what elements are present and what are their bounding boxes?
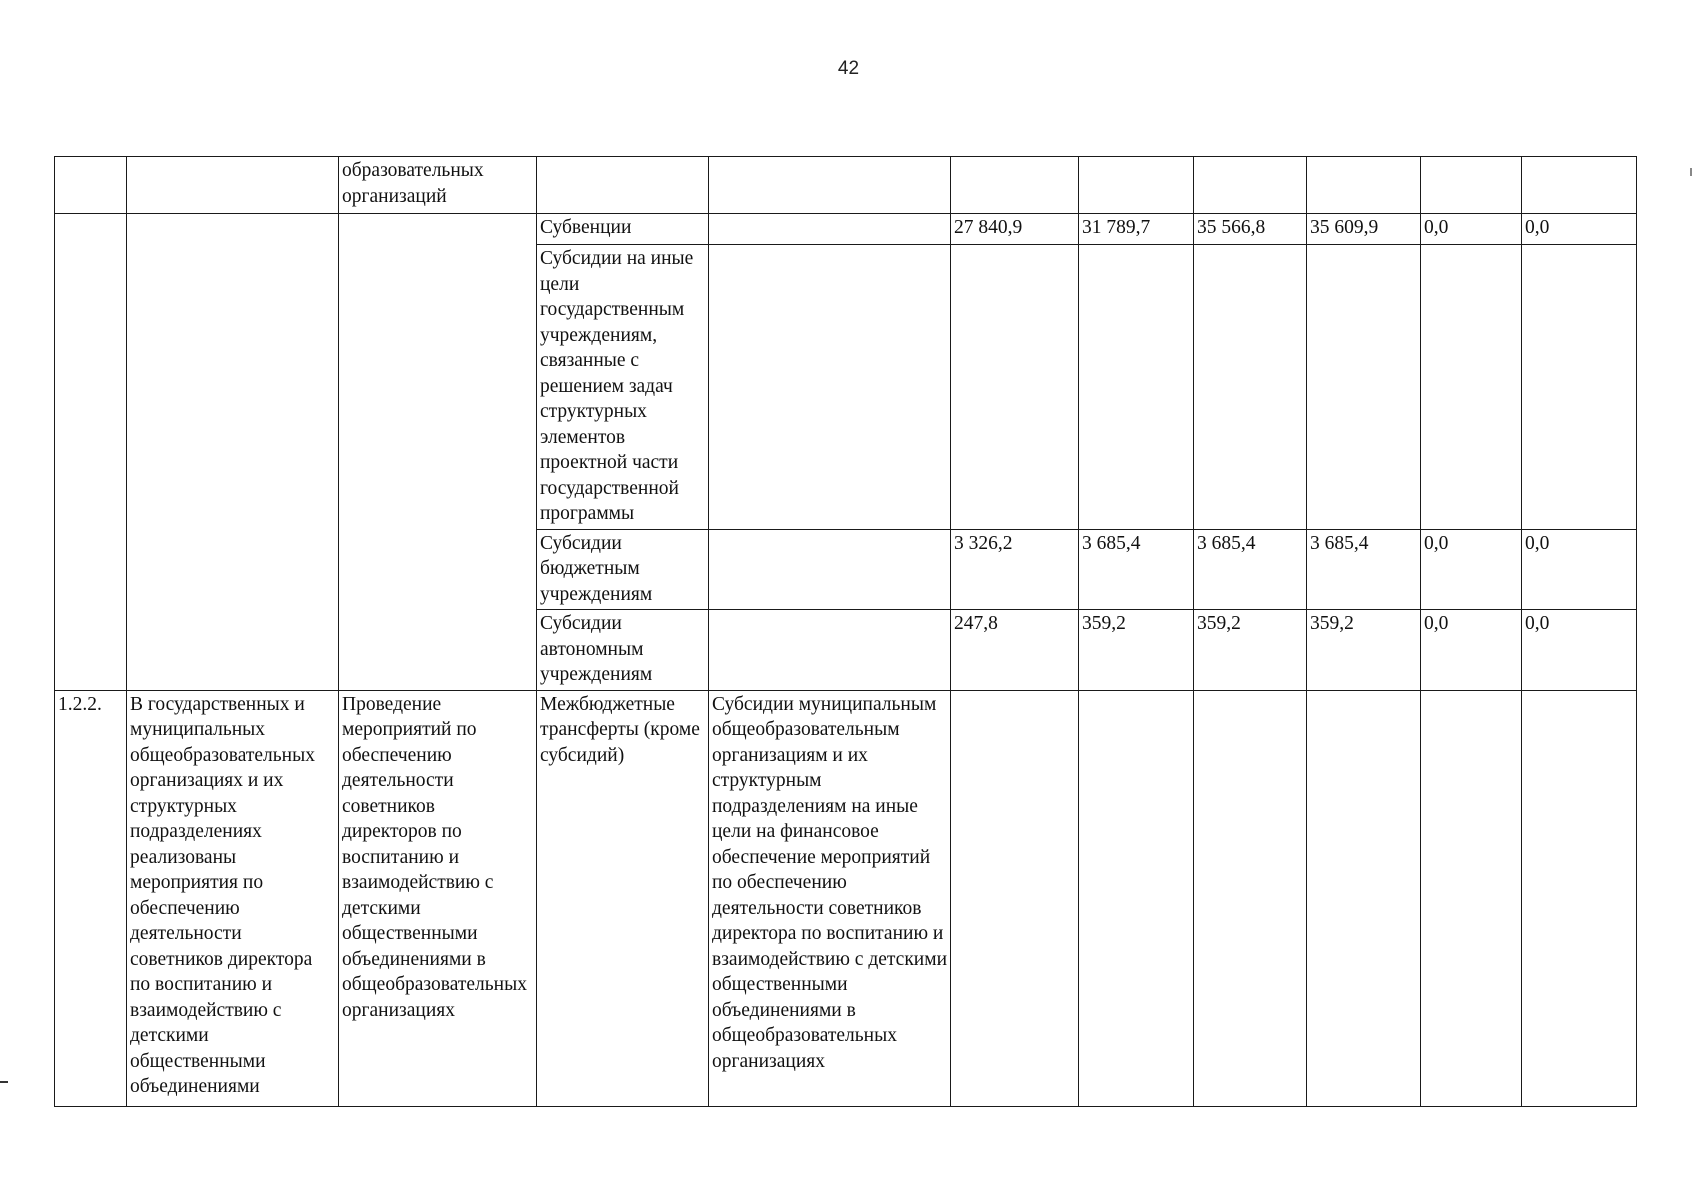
cell-empty [1194, 157, 1307, 214]
item-activity: Проведение мероприятий по обеспечению деятельности советников директоров по воспитанию и взаимодействию с детскими общественными объединениями в общеобразовательных организациях [339, 690, 537, 1106]
value-cell [1522, 245, 1637, 530]
cell-empty [1522, 157, 1637, 214]
value-cell: 0,0 [1421, 610, 1522, 691]
cell-empty [1079, 690, 1194, 1106]
cell-result-empty [127, 157, 339, 214]
value-cell [1307, 245, 1421, 530]
cell-empty [709, 245, 951, 530]
item-funding-type: Межбюджетные трансферты (кроме субсидий) [537, 690, 709, 1106]
scan-margin-mark [1690, 168, 1692, 176]
cell-number-empty [55, 214, 127, 691]
value-cell [951, 245, 1079, 530]
page-number: 42 [837, 58, 860, 79]
scan-margin-mark [0, 1081, 8, 1083]
value-cell: 3 685,4 [1079, 529, 1194, 610]
funding-label: Субсидии бюджетным учреждениям [537, 529, 709, 610]
value-cell: 359,2 [1307, 610, 1421, 691]
cell-empty [1307, 157, 1421, 214]
value-cell: 247,8 [951, 610, 1079, 691]
funding-label: Субсидии на иные цели государственным учреждениям, связанные с решением задач структурных элементов проектной части государственной программы [537, 245, 709, 530]
value-cell [1421, 245, 1522, 530]
value-cell: 0,0 [1522, 610, 1637, 691]
budget-table [54, 156, 1637, 1107]
value-cell: 3 685,4 [1307, 529, 1421, 610]
value-cell [1194, 245, 1307, 530]
value-cell: 0,0 [1522, 529, 1637, 610]
value-cell: 359,2 [1079, 610, 1194, 691]
cell-activity-continuation: образовательных организаций [339, 157, 537, 214]
item-result: В государственных и муниципальных общеобразовательных организациях и их структурных подразделениях реализованы мероприятия по обеспечению деятельности советников директора по воспитанию и взаимодействию с детскими общественными объединениями [127, 690, 339, 1106]
value-cell: 3 326,2 [951, 529, 1079, 610]
value-cell: 0,0 [1522, 214, 1637, 245]
cell-empty [1079, 157, 1194, 214]
table-row-item-1-2-2 [55, 690, 1637, 1106]
value-cell [1079, 245, 1194, 530]
item-description: Субсидии муниципальным общеобразовательным организациям и их структурным подразделениям на иные цели на финансовое обеспечение мероприятий по обеспечению деятельности советников директора по воспитанию и взаимодействию с детскими общественными объединениями в общеобразовательных организациях [709, 690, 951, 1106]
value-cell: 0,0 [1421, 214, 1522, 245]
value-cell: 31 789,7 [1079, 214, 1194, 245]
cell-empty [1194, 690, 1307, 1106]
cell-empty [1421, 690, 1522, 1106]
cell-empty [537, 157, 709, 214]
table-row-continuation [55, 157, 1637, 214]
cell-number-empty [55, 157, 127, 214]
funding-label: Субвенции [537, 214, 709, 245]
cell-empty [951, 157, 1079, 214]
value-cell: 35 566,8 [1194, 214, 1307, 245]
cell-result-empty [127, 214, 339, 691]
cell-empty [1522, 690, 1637, 1106]
value-cell: 35 609,9 [1307, 214, 1421, 245]
value-cell: 0,0 [1421, 529, 1522, 610]
cell-empty [951, 690, 1079, 1106]
cell-empty [709, 214, 951, 245]
value-cell: 359,2 [1194, 610, 1307, 691]
item-number: 1.2.2. [55, 690, 127, 1106]
value-cell: 27 840,9 [951, 214, 1079, 245]
cell-empty [1307, 690, 1421, 1106]
funding-label: Субсидии автономным учреждениям [537, 610, 709, 691]
cell-empty [709, 610, 951, 691]
cell-empty [709, 157, 951, 214]
cell-activity-empty [339, 214, 537, 691]
table-row-subventions [55, 214, 1637, 245]
cell-empty [1421, 157, 1522, 214]
cell-empty [709, 529, 951, 610]
value-cell: 3 685,4 [1194, 529, 1307, 610]
